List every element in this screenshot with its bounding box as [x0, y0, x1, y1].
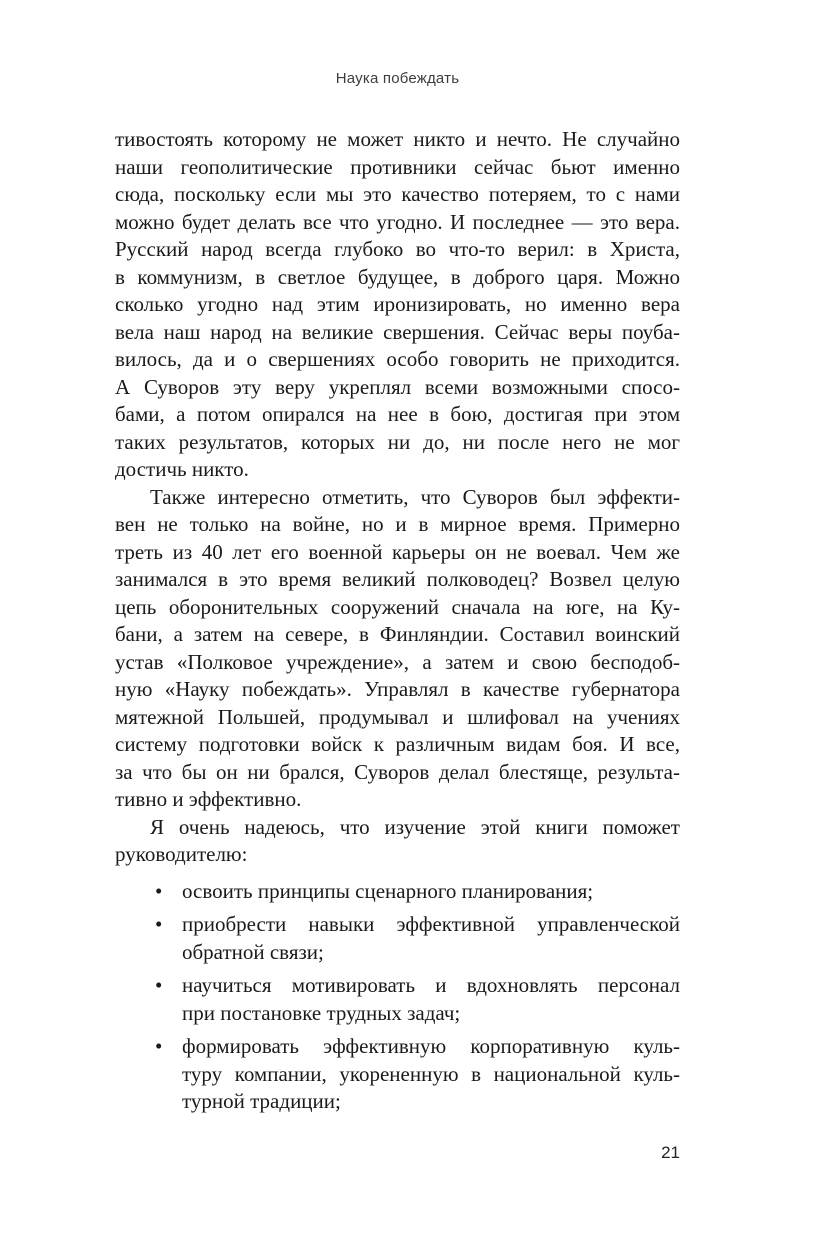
paragraph-line: Также интересно отметить, что Суворов был эффекти- [150, 484, 680, 509]
paragraph-line: цепь оборонительных сооружений сначала на юге, на Ку- [115, 594, 680, 619]
paragraph-line: А Суворов эту веру укреплял всеми возможными спосо- [115, 374, 680, 399]
bullet-item [115, 1033, 680, 1116]
bullet-line: формировать эффективную корпоративную куль- [182, 1034, 680, 1058]
bullet-line: турной традиции; [182, 1089, 341, 1113]
paragraph-line: в коммунизм, в светлое будущее, в доброго царя. Можно [115, 264, 680, 289]
paragraph-line: треть из 40 лет его военной карьеры он не воевал. Чем же [115, 539, 680, 564]
body-text [115, 126, 680, 1122]
paragraph-line: занимался в это время великий полководец? Возвел целую [115, 567, 680, 591]
paragraph-line: наши геополитические противники сейчас бьют именно [115, 154, 680, 179]
paragraph-line: вен не только на войне, но и в мирное время. Примерно [115, 512, 680, 536]
paragraph-line: за что бы он ни брался, Суворов делал блестяще, результа- [115, 759, 680, 784]
bullet-icon: • [155, 1034, 163, 1058]
paragraph-line: бани, а затем на севере, в Финляндии. Составил воинский [115, 622, 680, 646]
bullet-line: туру компании, укорененную в национальной куль- [182, 1061, 680, 1086]
bullet-icon: • [155, 878, 163, 903]
paragraph-line: руководителю: [115, 842, 248, 866]
paragraph-line: бами, а потом опирался на нее в бою, достигая при этом [115, 402, 680, 426]
bullet-item [115, 911, 680, 966]
bullet-line: приобрести навыки эффективной управленческой [182, 912, 680, 936]
paragraph-line: сколько угодно над этим иронизировать, но именно вера [115, 292, 680, 316]
paragraph-line: тивно и эффективно. [115, 787, 302, 811]
bullet-list [115, 878, 680, 1116]
bullet-line: освоить принципы сценарного планирования; [182, 878, 594, 903]
paragraph-line: таких результатов, которых ни до, ни после него не мог [115, 429, 680, 454]
bullet-item [115, 972, 680, 1027]
paragraph [115, 484, 680, 814]
bullet-line: при постановке трудных задач; [182, 1000, 461, 1025]
paragraph-line: достичь никто. [115, 457, 249, 481]
paragraph-line: сюда, поскольку если мы это качество потеряем, то с нами [115, 182, 680, 206]
bullet-line: обратной связи; [182, 939, 324, 964]
bullet-icon: • [155, 973, 163, 997]
paragraph-line: тивостоять которому не может никто и нечто. Не случайно [115, 127, 680, 151]
paragraph [115, 126, 680, 484]
bullet-line: научиться мотивировать и вдохновлять персонал [182, 973, 680, 997]
bullet-icon: • [155, 912, 163, 936]
running-header: Наука побеждать [335, 70, 460, 87]
paragraph-line: устав «Полковое учреждение», а затем и свою бесподоб- [115, 649, 680, 674]
paragraph-line: ную «Науку побеждать». Управлял в качестве губернатора [115, 677, 680, 701]
paragraph-line: можно будет делать все что угодно. И последнее — это вера. [115, 209, 680, 234]
paragraph [115, 814, 680, 869]
page-number: 21 [661, 1143, 680, 1162]
paragraph-line: вилось, да и о свершениях особо говорить не приходится. [115, 347, 680, 371]
paragraph-line: мятежной Польшей, продумывал и шлифовал на учениях [115, 704, 680, 729]
paragraph-line: систему подготовки войск к различным видам боя. И все, [115, 732, 680, 756]
bullet-item [115, 878, 680, 906]
paragraph-line: Я очень надеюсь, что изучение этой книги поможет [150, 814, 680, 839]
paragraph-line: Русский народ всегда глубоко во что-то верил: в Христа, [115, 237, 680, 261]
paragraph-line: вела наш народ на великие свершения. Сейчас веры поуба- [115, 319, 680, 344]
